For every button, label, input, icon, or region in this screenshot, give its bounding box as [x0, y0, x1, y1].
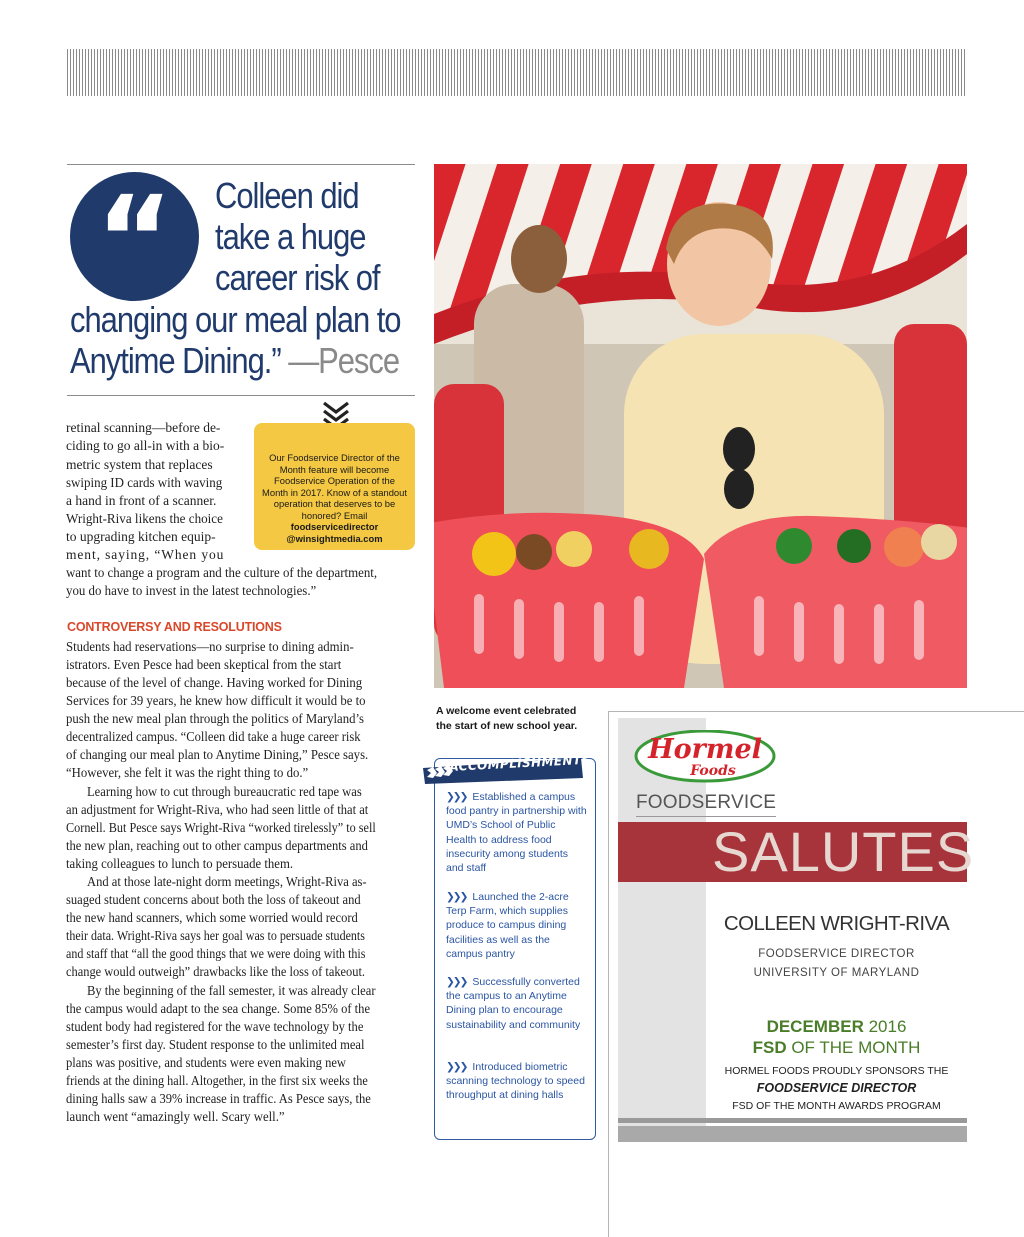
article-line: dining halls saw a 39% increase in traffic. As Pesce says, the [66, 1091, 371, 1106]
callout-email: foodservicedirector @winsightmedia.com [286, 521, 383, 544]
article-line: Learning how to cut through bureaucratic red tape was [87, 784, 362, 799]
article-line: their data. Wright-Riva says her goal was to persuade students [66, 928, 365, 943]
hormel-foods-logo [634, 730, 776, 786]
pull-quote-line [70, 341, 399, 381]
section-heading: CONTROVERSY AND RESOLUTIONS [67, 620, 282, 634]
photo-caption [436, 704, 606, 734]
article-line: to upgrading kitchen equip- [66, 529, 216, 544]
article-line: metric system that replaces [66, 457, 213, 472]
award-month-name: DECEMBER [766, 1017, 864, 1036]
article-line: push the new meal plan through the politics of Maryland’s [66, 711, 364, 726]
article-line: Cornell. But Pesce says Wright-Riva “worked tirelessly” to sell [66, 820, 376, 835]
article-line: swiping ID cards with waving [66, 475, 223, 490]
article-line: change would outweigh” drawbacks like the loss of takeout. [66, 964, 366, 979]
award-title [706, 1038, 967, 1058]
sponsor-program: FSD OF THE MONTH AWARDS PROGRAM [732, 1100, 941, 1112]
ad-division: FOODSERVICE [636, 792, 777, 813]
honoree-org: UNIVERSITY OF MARYLAND [753, 967, 920, 979]
article-line: and staff that “all the good things that we were doing with this [66, 946, 366, 961]
accomplishment-text: Launched the 2-acre Terp Farm, which supplies produce to campus dining facilities as well as the campus pantry [446, 891, 569, 960]
sponsor-publication: FOODSERVICE DIRECTOR [756, 1081, 917, 1095]
ad-footer-bar [618, 1126, 967, 1142]
accomplishment-text: Established a campus food pantry in partnership with UMD’s School of Public Health to address food insecurity among students and staff [446, 791, 587, 875]
article-line: And at those late-night dorm meetings, Wright-Riva as- [87, 874, 367, 889]
article-line: suaged student concerns about both the loss of takeout and [66, 892, 361, 907]
honoree-role: FOODSERVICE DIRECTOR [758, 948, 915, 960]
ad-footer-rule [618, 1118, 967, 1123]
honoree-name: COLLEEN WRIGHT-RIVA [723, 912, 950, 935]
pull-quote-line: take a huge [215, 216, 366, 257]
ad-frame-top [608, 711, 1024, 712]
sponsor-line: HORMEL FOODS PROUDLY SPONSORS THE [724, 1065, 949, 1077]
award-fsd: FSD [752, 1038, 787, 1057]
article-line: the campus would adapt to the sea change. Some 85% of the [66, 1001, 371, 1016]
article-line: you do have to invest in the latest technologies.” [66, 583, 317, 598]
article-line: istrators. Even Pesce had been skeptical from the start [66, 657, 342, 672]
article-line: retinal scanning—before de- [66, 420, 221, 435]
pull-quote-top-rule [67, 164, 415, 165]
accomplishment-text: Successfully converted the campus to an Anytime Dining plan to encourage sustainability and community [446, 976, 581, 1031]
pull-quote-line: Colleen did [215, 175, 359, 216]
article-line: want to change a program and the culture of the department, [66, 565, 378, 580]
article-line: semester’s first day. Student response to the unlimited meal [66, 1037, 365, 1052]
article-line: plans was positive, and students were even making new [66, 1055, 346, 1070]
header-barcode-strip [67, 49, 967, 96]
photo-caption-line: the start of new school year. [436, 720, 578, 732]
accomplishments-title: ACCOMPLISHMENTS [449, 752, 591, 774]
arrow-icon: ❯❯❯ [446, 791, 467, 803]
article-line: ment, saying, “When you [66, 547, 225, 562]
accomplishment-text: Introduced biometric scanning technology to speed throughput at dining halls [446, 1061, 585, 1102]
article-line: student body had registered for the wave technology by the [66, 1019, 364, 1034]
article-line: Services for 39 years, he knew how difficult it would be to [66, 693, 366, 708]
logo-wordmark: Hormel [648, 734, 762, 765]
photo-caption-line: A welcome event celebrated [436, 705, 577, 717]
accomplishment-item [446, 975, 588, 1032]
accomplishment-item [446, 1060, 588, 1103]
article-line: taking colleagues to lunch to persuade them. [66, 856, 294, 871]
award-year: 2016 [868, 1017, 907, 1036]
article-line: Students had reservations—no surprise to dining admin- [66, 639, 354, 654]
accomplishment-item [446, 790, 588, 875]
quote-mark-circle [70, 170, 199, 308]
pull-quote-line: career risk of [215, 257, 380, 298]
arrow-icon: ❯❯❯ [446, 891, 467, 903]
article-line: decentralized campus. “Colleen did take a huge career risk [66, 729, 361, 744]
article-line: “However, she felt it was the right thing to do.” [66, 765, 309, 780]
pull-quote-text: Anytime Dining.” [70, 340, 281, 381]
pull-quote-line: changing our meal plan to [70, 299, 401, 340]
article-line: a hand in front of a scanner. [66, 493, 217, 508]
article-line: By the beginning of the fall semester, it was already clear [87, 983, 376, 998]
article-line: of changing our meal plan to Anytime Dining,” Pesce says. [66, 747, 369, 762]
article-line: because of the level of change. Having worked for Dining [66, 675, 363, 690]
article-line: launch went “amazingly well. Scary well.” [66, 1109, 285, 1124]
arrow-icon: ❯❯❯ [446, 976, 467, 988]
article-line: friends at the dining hall. Altogether, in the first six weeks the [66, 1073, 368, 1088]
event-photo [434, 164, 967, 688]
accomplishment-item [446, 890, 588, 961]
callout-text: Our Foodservice Director of the Month feature will become Foodservice Operation of the Month in 2017. Know of a standout operation that deserves to be honored? Email [262, 452, 407, 521]
submission-callout [254, 423, 415, 550]
article-line: Wright-Riva likens the choice [66, 511, 223, 526]
article-line: an adjustment for Wright-Riva, who had seen little of that at [66, 802, 369, 817]
article-line: the new hand scanners, which some worried would record [66, 910, 358, 925]
award-month [706, 1017, 967, 1037]
pull-quote-bottom-rule [67, 395, 415, 396]
article-line: ciding to go all-in with a bio- [66, 438, 225, 453]
arrow-icon: ❯❯❯ [446, 1061, 467, 1073]
quote-mark-icon: “ [95, 170, 174, 308]
award-of-month: OF THE MONTH [791, 1038, 921, 1057]
pull-quote-attribution: —Pesce [288, 340, 400, 381]
ad-division-rule [636, 816, 776, 817]
ad-frame-left [608, 711, 609, 1237]
article-line: the new plan, reaching out to other campus departments and [66, 838, 368, 853]
logo-subword: Foods [690, 763, 736, 779]
salutes-heading: SALUTES [712, 820, 975, 883]
